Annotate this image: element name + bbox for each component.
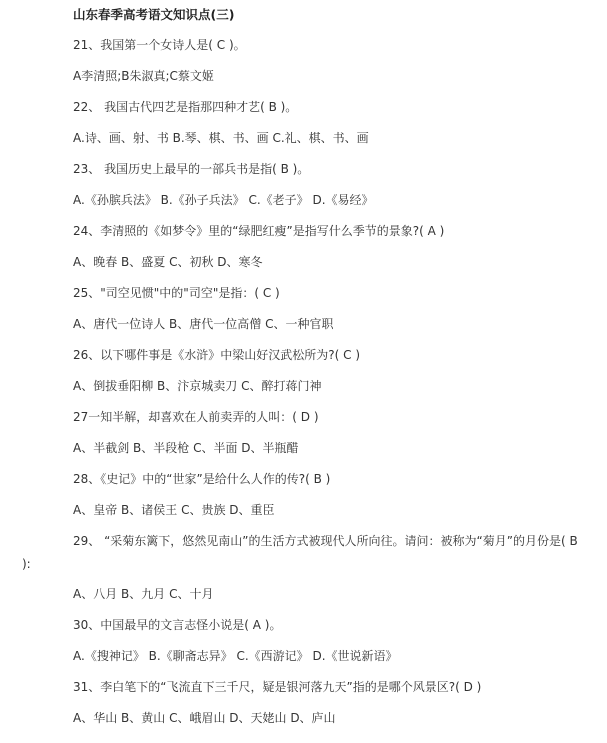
answer-25: A、唐代一位诗人 B、唐代一位高僧 C、一种官职 [73, 317, 334, 331]
question-22: 22、 我国古代四艺是指那四种才艺( B )。 [73, 100, 298, 114]
answer-22: A.诗、画、射、书 B.琴、棋、书、画 C.礼、棋、书、画 [73, 131, 369, 145]
question-21: 21、我国第一个女诗人是( C )。 [73, 38, 246, 52]
answer-21: A李清照;B朱淑真;C蔡文姬 [73, 69, 214, 83]
question-31: 31、李白笔下的“飞流直下三千尺，疑是银河落九天”指的是哪个风景区?( D ) [73, 680, 482, 694]
answer-26: A、倒拔垂阳柳 B、汴京城卖刀 C、醉打蒋门神 [73, 379, 322, 393]
answer-23: A.《孙膑兵法》 B.《孙子兵法》 C.《老子》 D.《易经》 [73, 193, 374, 207]
question-23: 23、 我国历史上最早的一部兵书是指( B )。 [73, 162, 310, 176]
answer-29: A、八月 B、九月 C、十月 [73, 587, 214, 601]
answer-30: A.《搜神记》 B.《聊斋志异》 C.《西游记》 D.《世说新语》 [73, 649, 398, 663]
answer-28: A、皇帝 B、诸侯王 C、贵族 D、重臣 [73, 503, 275, 517]
answer-31: A、华山 B、黄山 C、峨眉山 D、天姥山 D、庐山 [73, 711, 336, 725]
answer-27: A、半截剑 B、半段枪 C、半面 D、半瓶醋 [73, 441, 299, 455]
question-30: 30、中国最早的文言志怪小说是( A )。 [73, 618, 282, 632]
answer-24: A、晚春 B、盛夏 C、初秋 D、寒冬 [73, 255, 263, 269]
question-28: 28、《史记》中的“世家”是给什么人作的传?( B ) [73, 472, 331, 486]
question-24: 24、李清照的《如梦令》里的“绿肥红瘦”是指写什么季节的景象?( A ) [73, 224, 445, 238]
question-25: 25、"司空见惯"中的"司空"是指：( C ) [73, 286, 280, 300]
page-title: 山东春季高考语文知识点(三) [73, 7, 235, 22]
question-26: 26、以下哪件事是《水浒》中梁山好汉武松所为?( C ) [73, 348, 361, 362]
question-29: 29、 “采菊东篱下，悠然见南山”的生活方式被现代人所向往。请问：被称为“菊月”的月份是( B [73, 534, 578, 548]
question-27: 27一知半解，却喜欢在人前卖弄的人叫：( D ) [73, 410, 319, 424]
question-29-continued: ): [22, 557, 31, 571]
